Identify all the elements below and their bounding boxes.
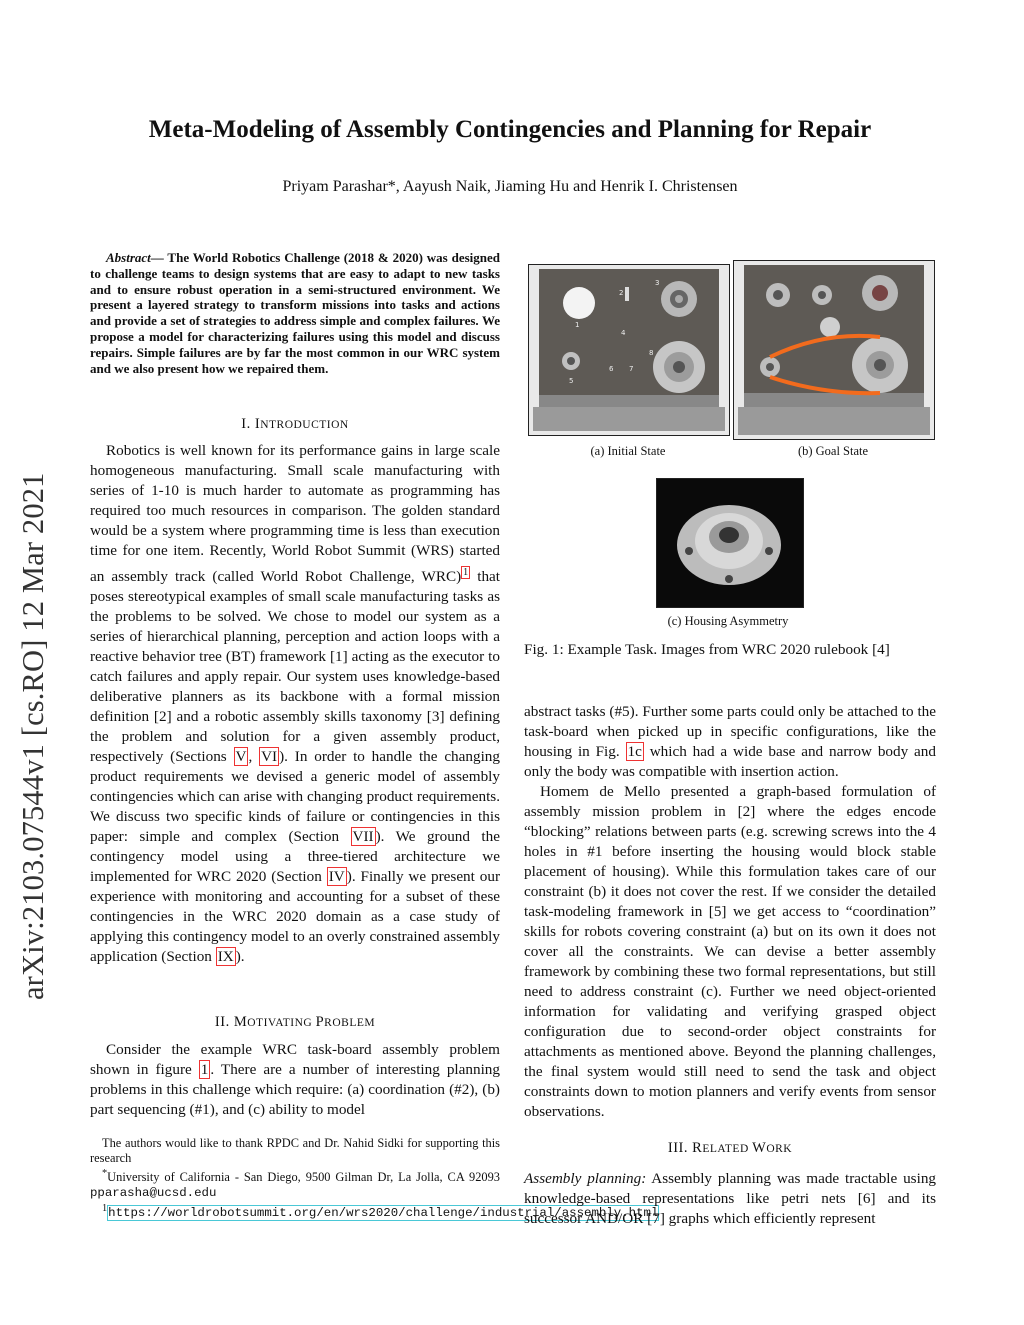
arxiv-identifier: arXiv:2103.07544v1 [cs.RO] 12 Mar 2021	[16, 472, 50, 1000]
paper-title: Meta-Modeling of Assembly Contingencies and Planning for Repair	[148, 116, 872, 143]
board-label-1: 1	[575, 321, 580, 329]
author-email[interactable]: pparasha@ucsd.edu	[90, 1185, 217, 1200]
section-v-link[interactable]: V	[235, 748, 247, 766]
section-heading-introduction: I. INTRODUCTION	[241, 416, 349, 432]
homem-de-mello-paragraph: Homem de Mello presented a graph-based formulation of assembly mission problem in [2] where the edges encode “blocking” relations between parts (e.g. screwing screws into the 4 holes in #1 before inserting the housing would block stable placement of housing). While this formulation takes care of our constraint (b) it does not cover the rest. If we consider the detailed task-modeling framework in [5] we get access to “coordination” skills for robots covering constraint (a) but on its own it does not cover all the constraints. We can devise a better assembly framework by combining these two formal representations, but still need to address constraint (c). Further we need object-oriented information for validating and verifying grasped object configuration due to second-order object constraints for attachments as mentioned above. Beyond the planning challenges, the final system would still need to send the task and object constraints down to motion planners and verify events from sensor observations.	[524, 783, 936, 1120]
section-iv-link[interactable]: IV	[328, 868, 345, 886]
assembly-planning-label: Assembly planning:	[524, 1170, 647, 1187]
footnote-1-link[interactable]: 1	[463, 567, 469, 578]
board-label-4: 4	[621, 329, 626, 337]
section-heading-motivating-problem: II. MOTIVATING PROBLEM	[214, 1014, 376, 1030]
abstract	[90, 250, 500, 376]
caption-1b: (b) Goal State	[797, 444, 869, 458]
caption-1a: (a) Initial State	[590, 444, 666, 458]
board-label-2: 2	[619, 289, 624, 297]
introduction-text: Robotics is well known for its performance gains in large scale homogeneous manufacturing. Small scale manufacturing with series of 1-10 is much harder to automate as programming has required too much resources in comparison. The golden standard would be a system where programming time is less than execution time for one item. Recently, World Robot Summit (WRS) started an assembly track (called World Robot Challenge, WRC) $^1$ that poses stereotypical examples of small scale manufacturing tasks as the problems to be solved. We chose to model our system as a series of hierarchical planning, perception and action loops with a reactive behavior tree (BT) framework [1] acting as the executor to catch failures and apply repair. Our system uses knowledge-based deliberative planners as its backbone with a formal mission definition [2] and a robotic assembly skills taxonomy [3] defining the problem and solution for a given assembly product, respectively (Sections V , VI ). In order to handle the changing product requirements we devised a generic model of assembly contingencies which can arise with changing product requirements. We discuss two specific kinds of failure or contingencies in this paper: simple and complex (Section VII ). We ground the contingency model using a three-tiered architecture we implemented for WRC 2020 (Section IV ). Finally we present our experience with monitoring and accounting for a subset of these contingencies in the WRC 2020 domain as a case study of applying this contingency model to an overly constrained assembly application (Section IX ).	[90, 442, 500, 966]
board-label-5: 5	[569, 377, 574, 385]
section-vii-link[interactable]: VII	[352, 828, 374, 846]
motivating-problem-text: Consider the example WRC task-board assembly problem shown in figure 1 . There are a number of interesting planning problems in this challenge which require: (a) coordination (#2), (b) part sequencing (#1), and (c) ability to model	[90, 1041, 500, 1118]
author-list: Priyam Parashar*, Aayush Naik, Jiaming Hu and Henrik I. Christensen	[282, 178, 738, 195]
section-vi-link[interactable]: VI	[261, 748, 278, 766]
section-heading-related-work: III. RELATED WORK	[667, 1140, 793, 1156]
abstract-label: Abstract	[106, 250, 151, 265]
board-label-8: 8	[649, 349, 654, 357]
figure-1c-link[interactable]: 1c	[627, 743, 642, 760]
section-ix-link[interactable]: IX	[217, 948, 234, 966]
figure-1c-housing-asymmetry	[656, 478, 804, 608]
figure-1a-initial-state	[528, 264, 730, 436]
wrs-url-link[interactable]: https://worldrobotsummit.org/en/wrs2020/challenge/industrial/assembly.html	[108, 1206, 659, 1221]
related-work-text: Assembly planning: Assembly planning was made tractable using knowledge-based representations like petri nets [6] and its successor AND/OR [7] graphs which efficiently represent	[524, 1170, 937, 1227]
figure-1b-goal-state	[733, 260, 935, 440]
footnote-thanks: The authors would like to thank RPDC and Dr. Nahid Sidki for supporting this research	[90, 1136, 500, 1165]
footnote-1: $^1$https://worldrobotsummit.org/en/wrs2020/challenge/industrial/assembly.html	[102, 1203, 659, 1221]
board-label-7: 7	[629, 365, 634, 373]
board-label-3: 3	[655, 279, 660, 287]
abstract-text: — The World Robotics Challenge (2018 & 2020) was designed to challenge teams to design systems that are easy to adapt to new tasks and to ensure robust operation in a semi-structured environment. We present a layered strategy to transform missions into tasks and actions and provide a set of strategies to address simple and complex failures. We propose a model for characterizing failures using this model and discuss repairs. Simple failures are by far the most common in our WRC system and we also present how we repaired them.	[90, 250, 500, 376]
board-label-6: 6	[609, 365, 614, 373]
figure-1-caption: Fig. 1: Example Task. Images from WRC 2020 rulebook [4]	[524, 641, 890, 658]
right-column-text: abstract tasks (#5). Further some parts could only be attached to the task-board when picked up in specific configurations, like the housing in Fig. 1c which had a wide base and narrow body and only the body was compatible with insertion action. Homem de Mello presented a graph-based formulation of assembly mission problem in [2] where the edges encode “blocking” relations between parts (e.g. screwing screws into the 4 holes in #1 before inserting the housing would block stable placement of housing). While this formulation takes care of our constraint (b) it does not cover the rest. If we consider the detailed task-modeling framework in [5] we get access to “coordination” skills for robots covering constraint (a) but on its own it does not cover all the constraints. We can devise a better assembly framework by combining these two formal representations, but still need to address constraint (c). Further we need object-oriented information for validating and verifying grasped object configuration due to second-order object constraints for attachments as mentioned above. Beyond the planning challenges, the final system would still need to send the task and object constraints down to motion planners and verify events from sensor observations.	[524, 703, 936, 1120]
footnote-affiliation: *University of California - San Diego, 9500 Gilman Dr, La Jolla, CA 92093 pparasha@ucsd.edu	[90, 1168, 500, 1200]
caption-1c: (c) Housing Asymmetry	[667, 614, 789, 628]
figure-1-link[interactable]: 1	[200, 1061, 209, 1078]
